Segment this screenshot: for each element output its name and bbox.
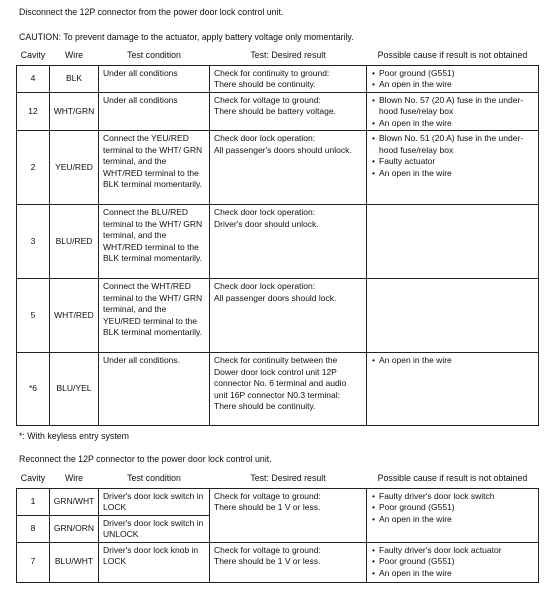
result-line: Check for continuity to ground: [214, 67, 330, 78]
heading-reconnect: Reconnect the 12P connector to the power door lock control unit. [19, 454, 272, 464]
result-line: There should be continuity. [214, 401, 316, 412]
wire-cell: GRN/ORN [50, 515, 99, 542]
result-line: Driver's door should unlock. [214, 218, 319, 229]
result-line: Check door lock operation: [214, 207, 316, 218]
result-line: Check door lock operation: [214, 133, 316, 144]
condition-cell: Under all conditions [99, 65, 210, 92]
cause-item: • Poor ground (G551) [371, 68, 534, 80]
result-line: All passenger doors should lock. [214, 292, 337, 303]
cavity-cell: 3 [17, 205, 50, 279]
result-cell [210, 542, 367, 582]
cavity-cell: 4 [17, 65, 50, 92]
col-cause-header: Possible cause if result is not obtained [377, 50, 528, 60]
col-wire-header: Wire [64, 473, 84, 483]
result-cell [210, 353, 367, 426]
footnote: *: With keyless entry system [19, 431, 129, 441]
table-row [17, 353, 539, 426]
cause-item: • An open in the wire [371, 79, 534, 91]
result-cell [210, 131, 367, 205]
cause-cell [367, 131, 539, 205]
wire-cell: BLU/YEL [50, 353, 99, 426]
cause-item: • Faulty driver's door lock switch [371, 491, 534, 503]
table-row [17, 65, 539, 92]
cavity-cell: *6 [17, 353, 50, 426]
condition-cell: Connect the BLU/RED terminal to the WHT/ GRN terminal, and the WHT/RED terminal to the BLK terminal momentarily. [99, 205, 210, 279]
cause-item: • An open in the wire [371, 118, 534, 130]
result-cell [210, 488, 367, 542]
cause-cell [367, 488, 539, 542]
cavity-cell: 5 [17, 279, 50, 353]
result-line: Check for voltage to ground: [214, 94, 321, 105]
cause-cell [367, 542, 539, 582]
result-cell [210, 205, 367, 279]
result-line: There should be continuity. [214, 79, 316, 90]
col-condition-header: Test condition [127, 50, 181, 60]
cause-item: • Faulty driver's door lock actuator [371, 545, 534, 557]
cause-item: • An open in the wire [371, 355, 534, 367]
wire-cell: GRN/WHT [50, 488, 99, 515]
wire-cell: WHT/RED [50, 279, 99, 353]
col-cavity-header: Cavity [20, 473, 46, 483]
condition-cell: Driver's door lock knob in LOCK [99, 542, 210, 582]
cause-cell [367, 205, 539, 279]
condition-cell: Driver's door lock switch in LOCK [99, 488, 210, 515]
col-condition-header: Test condition [127, 473, 181, 483]
cause-item: • An open in the wire [371, 568, 534, 580]
cause-item: • An open in the wire [371, 168, 534, 180]
condition-cell: Connect the WHT/RED terminal to the WHT/ GRN terminal, and the YEU/RED terminal to the BLK terminal momentarily. [99, 279, 210, 353]
wire-cell: WHT/GRN [50, 92, 99, 131]
cavity-cell: 2 [17, 131, 50, 205]
result-line: There should be 1 V or less. [214, 556, 321, 567]
result-line: Check for continuity between the Dower door lock control unit 12P connector No. 6 terminal and audio unit 16P connector N0.3 terminal: [214, 355, 347, 400]
table-row [17, 205, 539, 279]
result-cell [210, 92, 367, 131]
table-row [17, 542, 539, 582]
result-cell [210, 279, 367, 353]
cause-item: • Blown No. 57 (20 A) fuse in the under-hood fuse/relay box [371, 95, 534, 118]
condition-cell: Connect the YEU/RED terminal to the WHT/ GRN terminal, and the WHT/RED terminal to the BLK terminal momentarily. [99, 131, 210, 205]
cause-item: • Poor ground (G551) [371, 502, 534, 514]
cavity-cell: 12 [17, 92, 50, 131]
result-line: Check for voltage to ground: [214, 490, 321, 501]
cause-item: • Poor ground (G551) [371, 556, 534, 568]
condition-cell: Under all conditions [99, 92, 210, 131]
wire-cell: BLU/WHT [50, 542, 99, 582]
result-line: Check door lock operation: [214, 281, 316, 292]
col-cause-header: Possible cause if result is not obtained [377, 473, 528, 483]
table-row [17, 92, 539, 131]
cavity-cell: 1 [17, 488, 50, 515]
cause-item: • Faulty actuator [371, 156, 534, 168]
col-result-header: Test: Desired result [250, 473, 326, 483]
test-table-reconnected [16, 473, 539, 583]
result-line: There should be 1 V or less. [214, 502, 321, 513]
col-wire-header: Wire [64, 50, 84, 60]
table-row [17, 131, 539, 205]
col-result-header: Test: Desired result [250, 50, 326, 60]
result-line: All passenger's doors should unlock. [214, 144, 352, 155]
cause-cell [367, 92, 539, 131]
result-line: There should be battery voltage. [214, 106, 336, 117]
condition-cell: Under all conditions. [99, 353, 210, 426]
result-cell [210, 65, 367, 92]
table-row [17, 488, 539, 515]
cause-item: • Blown No. 51 (20 A) fuse in the under-hood fuse/relay box [371, 133, 534, 156]
cause-cell [367, 65, 539, 92]
table-row [17, 279, 539, 353]
col-cavity-header: Cavity [20, 50, 46, 60]
cause-cell [367, 279, 539, 353]
wire-cell: YEU/RED [50, 131, 99, 205]
caution-note: CAUTION: To prevent damage to the actuator, apply battery voltage only momentarily. [19, 32, 354, 42]
condition-cell: Driver's door lock switch in UNLOCK [99, 515, 210, 542]
heading-disconnect: Disconnect the 12P connector from the power door lock control unit. [19, 7, 284, 17]
cavity-cell: 8 [17, 515, 50, 542]
result-line: Check for voltage to ground: [214, 544, 321, 555]
cavity-cell: 7 [17, 542, 50, 582]
cause-cell [367, 353, 539, 426]
cause-item: • An open in the wire [371, 514, 534, 526]
wire-cell: BLK [50, 65, 99, 92]
wire-cell: BLU/RED [50, 205, 99, 279]
test-table-disconnected [16, 50, 539, 426]
